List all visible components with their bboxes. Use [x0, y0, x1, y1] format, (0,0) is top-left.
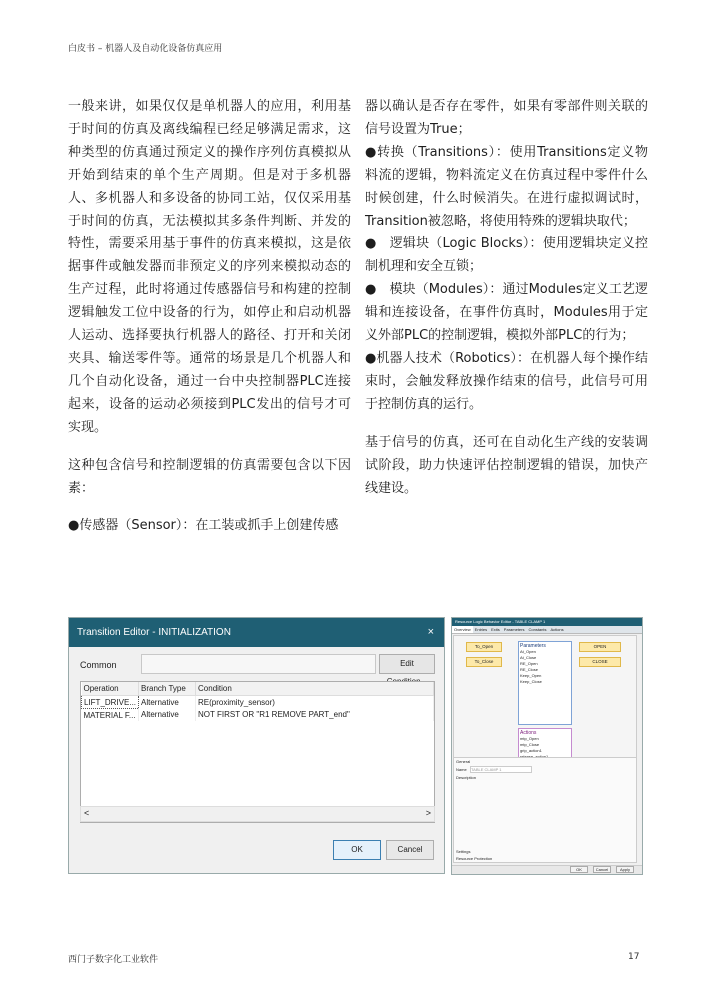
action-item[interactable]: grip_action1 [520, 748, 542, 753]
tab-overview[interactable]: Overview [454, 627, 471, 632]
parameters-header: Parameters [520, 643, 546, 649]
table-cell[interactable]: LIFT_DRIVE... [82, 696, 139, 709]
transition-editor-dialog [68, 617, 445, 874]
action-item[interactable]: mtp_Close [520, 742, 540, 747]
right-column [365, 96, 648, 515]
properties-panel [453, 757, 637, 863]
table-cell[interactable]: Alternative [139, 709, 196, 722]
actions-header: Actions [520, 730, 537, 736]
table-cell[interactable]: NOT FIRST OR "R1 REMOVE PART_end" [196, 709, 434, 722]
transition-table [80, 681, 435, 823]
intro-paragraph: 一般来讲，如果仅仅是单机器人的应用，利用基于时间的仿真及离线编程已经足够满足需求，这种类型的仿真通过预定义的操作序列仿真模拟从开始到结束的单个生产周期。但是对于多机器人、多机器人和多设备的协同工站，仅仅采用基于时间的仿真，无法模拟其多条件判断、并发的特性，需要采用基于事件的仿真来模拟，这是依据事件或触发器而非预定义的序列来模拟动态的生产过程，此时将通过传感器信号和构建的控制逻辑触发工位中设备的行为，如停止和启动机器人运动、选择要执行机器人的路径、打开和关闭夹具、输送零件等。通常的场景是几个机器人和几个自动化设备，通过一台中央控制器PLC连接起来，设备的运动必须接到PLC发出的信号才可实现。 [68, 99, 351, 435]
cancel-button[interactable]: Cancel [593, 866, 611, 873]
col-condition[interactable]: Condition [196, 682, 434, 696]
parameter-item[interactable]: Keep_Open [520, 673, 542, 678]
output-close[interactable]: CLOSE [579, 657, 621, 667]
closing-paragraph: 基于信号的仿真，还可在自动化生产线的安装调试阶段，助力快速评估控制逻辑的错误，加快产线建设。 [365, 434, 648, 496]
page-number: 17 [628, 952, 640, 962]
resource-protection-section[interactable]: Resource Protection [456, 856, 493, 861]
bullet-sensor: ●传感器（Sensor）：在工装或抓手上创建传感 [68, 518, 339, 534]
left-column [68, 96, 351, 538]
general-section[interactable]: General [456, 759, 471, 764]
behavior-editor-buttons [452, 865, 642, 874]
bullet-modules: ● 模块（Modules）：通过Modules定义工艺逻辑和连接设备，在事件仿真时，Modules用于定义外部PLC的控制逻辑，模拟外部PLC的行为； [365, 282, 648, 344]
behavior-editor-title: Resource Logic Behavior Editor - TABLE CLAMP 1 [452, 618, 642, 626]
parameter-item[interactable]: At_Open [520, 649, 536, 654]
table-row[interactable] [82, 709, 434, 722]
tab-entries[interactable]: Entries [474, 627, 488, 632]
ok-button[interactable]: OK [333, 840, 381, 860]
tab-constants[interactable]: Constants [528, 627, 547, 632]
logic-behavior-editor [451, 617, 643, 875]
input-to-open[interactable]: To_Open [466, 642, 502, 652]
common-field[interactable] [141, 654, 376, 674]
bullet-robotics: ●机器人技术（Robotics）：在机器人每个操作结束时，会触发释放操作结束的信号，此信号可用于控制仿真的运行。 [365, 350, 648, 412]
input-to-close[interactable]: To_Close [466, 657, 502, 667]
cancel-button[interactable]: Cancel [386, 840, 434, 860]
name-label: Name [456, 767, 467, 772]
col-operation[interactable]: Operation [82, 682, 139, 696]
bullet-sensor-continued: 器以确认是否存在零件，如果有零部件则关联的信号设置为True； [365, 99, 648, 137]
factors-intro: 这种包含信号和控制逻辑的仿真需要包含以下因素： [68, 457, 351, 496]
dialog-title-bar [69, 618, 444, 647]
tab-actions[interactable]: Actions [550, 627, 564, 632]
name-field[interactable]: TABLE CLAMP 1 [470, 766, 532, 773]
output-open[interactable]: OPEN [579, 642, 621, 652]
table-cell[interactable]: RE(proximity_sensor) [196, 696, 434, 709]
logic-canvas [453, 635, 637, 775]
settings-section[interactable]: Settings [456, 849, 471, 854]
description-label: Description [456, 775, 477, 780]
dialog-title: Transition Editor - INITIALIZATION [77, 627, 231, 638]
table-cell[interactable]: MATERIAL F... [82, 709, 139, 722]
scroll-right-icon[interactable]: > [425, 808, 431, 818]
parameter-item[interactable]: Keep_Close [520, 679, 542, 684]
parameters-panel [518, 641, 572, 725]
bullet-logic-blocks: ● 逻辑块（Logic Blocks）：使用逻辑块定义控制机理和安全互锁； [365, 236, 648, 275]
ok-button[interactable]: OK [570, 866, 588, 873]
parameter-item[interactable]: RE_Close [520, 667, 539, 672]
parameter-item[interactable]: RE_Open [520, 661, 538, 666]
scroll-left-icon[interactable]: < [84, 808, 90, 818]
horizontal-scrollbar[interactable] [80, 806, 435, 822]
tab-parameters[interactable]: Parameters [503, 627, 525, 632]
close-icon[interactable]: × [427, 626, 434, 638]
behavior-editor-tabs [452, 626, 642, 634]
footer-company: 西门子数字化工业软件 [68, 955, 159, 965]
page-header: 白皮书 – 机器人及自动化设备仿真应用 [68, 44, 223, 54]
bullet-transitions: ●转换（Transitions）：使用Transitions定义物料流的逻辑，物料流定义在仿真过程中零件什么时候创建，什么时候消失。在进行虚拟调试时，Transition被忽略，将使用特殊的逻辑块取代； [365, 144, 648, 229]
edit-condition-button[interactable]: Edit [379, 654, 435, 674]
table-row[interactable] [82, 696, 434, 709]
action-item[interactable]: mtp_Open [520, 736, 539, 741]
parameter-item[interactable]: At_Close [520, 655, 537, 660]
tab-exits[interactable]: Exits [491, 627, 500, 632]
col-branch-type[interactable]: Branch Type [139, 682, 196, 696]
apply-button[interactable]: Apply [616, 866, 634, 873]
common-label: Common [80, 660, 117, 670]
table-cell[interactable]: Alternative [139, 696, 196, 709]
